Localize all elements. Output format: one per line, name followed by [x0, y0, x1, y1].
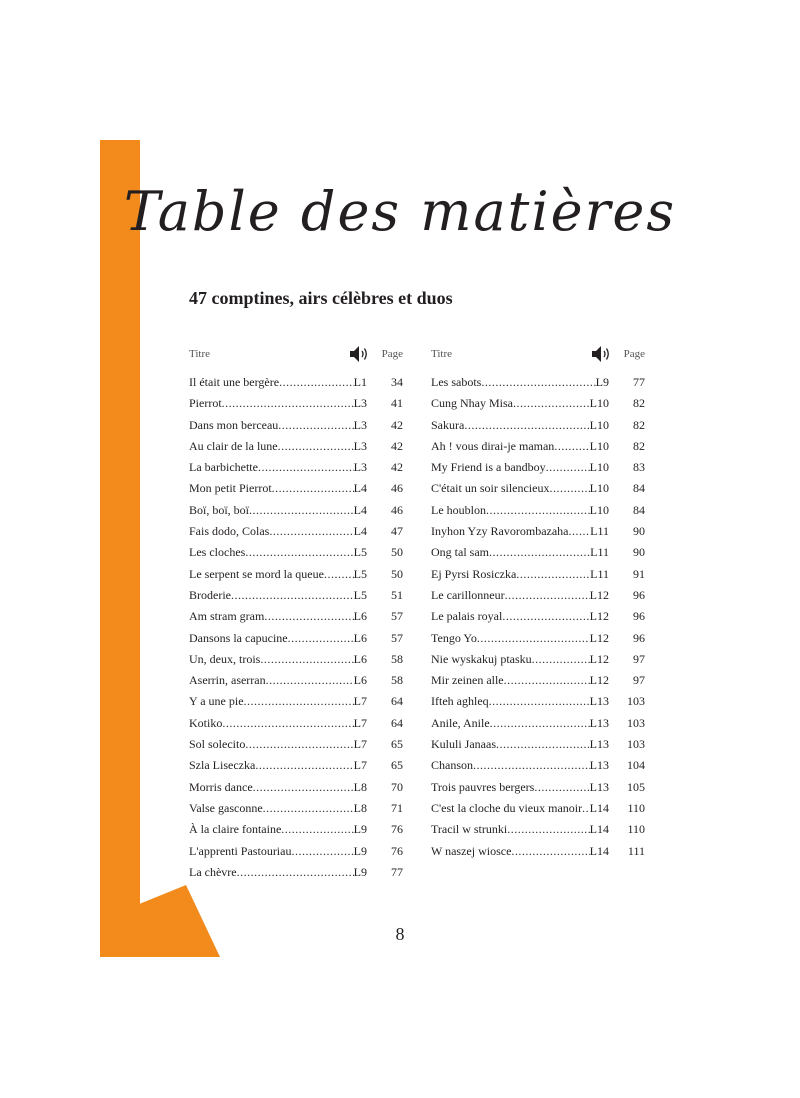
toc-entry-line — [189, 691, 367, 712]
toc-entry-line — [431, 819, 609, 840]
toc-entry — [189, 734, 403, 755]
toc-entry-title: Ah ! vous dirai-je maman — [431, 438, 555, 453]
toc-entry-title: Ifteh aghleq — [431, 694, 489, 709]
toc-entry — [189, 542, 403, 563]
toc-entry-title: Pierrot — [189, 396, 222, 411]
toc-entry-track: L4 — [353, 502, 367, 517]
toc-entry — [431, 798, 645, 819]
toc-entry-line — [431, 670, 609, 691]
toc-entry-line — [189, 393, 367, 414]
toc-entry-page: 58 — [391, 673, 403, 688]
toc-entry-title: Y a une pie — [189, 694, 244, 709]
toc-entry-line — [189, 606, 367, 627]
dot-leader — [263, 798, 354, 819]
toc-entry-title: Cung Nhay Misa — [431, 396, 513, 411]
dot-leader — [486, 500, 590, 521]
toc-entry-track: L5 — [353, 545, 367, 560]
dot-leader — [279, 372, 354, 393]
toc-entry-line — [189, 819, 367, 840]
toc-entry-title: My Friend is a bandboy — [431, 460, 546, 475]
toc-entry-track: L7 — [353, 758, 367, 773]
toc-entry-title: Am stram gram — [189, 609, 265, 624]
toc-entry-track: L12 — [589, 609, 609, 624]
toc-entry — [431, 521, 645, 542]
toc-entry-track: L10 — [589, 417, 609, 432]
toc-entry — [189, 670, 403, 691]
toc-entry-title: Anile, Anile — [431, 715, 490, 730]
toc-entry-title: Valse gasconne — [189, 800, 263, 815]
dot-leader — [516, 564, 590, 585]
toc-entry-track: L5 — [353, 566, 367, 581]
toc-entry — [189, 415, 403, 436]
toc-entry-line — [431, 691, 609, 712]
toc-entry — [431, 585, 645, 606]
dot-leader — [490, 713, 590, 734]
dot-leader — [244, 691, 354, 712]
toc-entry-title: Nie wyskakuj ptasku — [431, 651, 532, 666]
toc-column-right — [431, 346, 645, 862]
toc-entry-line — [189, 415, 367, 436]
dot-leader — [511, 841, 589, 862]
toc-entry — [189, 393, 403, 414]
toc-entry — [189, 628, 403, 649]
toc-entry-track: L12 — [589, 673, 609, 688]
toc-entry-title: Ej Pyrsi Rosiczka — [431, 566, 517, 581]
toc-entry — [189, 862, 403, 883]
toc-entry-page: 76 — [391, 822, 403, 837]
dot-leader — [507, 819, 589, 840]
header-page-label: Page — [381, 348, 403, 360]
toc-entry-track: L1 — [353, 375, 367, 389]
toc-entry-page: 77 — [633, 375, 645, 389]
toc-entry-title: Inyhon Yzy Ravorombazaha — [431, 524, 569, 539]
toc-entry-line — [189, 457, 367, 478]
dot-leader — [554, 436, 589, 457]
dot-leader — [489, 542, 590, 563]
dot-leader — [546, 457, 590, 478]
dot-leader — [264, 606, 353, 627]
toc-entry-title: Mir zeinen alle — [431, 673, 504, 688]
toc-entry-page: 105 — [627, 779, 645, 794]
toc-entry-title: Tengo Yo — [431, 630, 477, 645]
toc-entry-page: 46 — [391, 481, 403, 496]
toc-entry — [431, 478, 645, 499]
dot-leader — [237, 862, 354, 883]
toc-entry-page: 90 — [633, 524, 645, 539]
toc-entry-line — [431, 734, 609, 755]
toc-entry-page: 46 — [391, 502, 403, 517]
header-title-label: Titre — [431, 348, 452, 360]
toc-entry-page: 96 — [633, 630, 645, 645]
toc-entry-track: L8 — [353, 779, 367, 794]
toc-entry-title: Szla Liseczka — [189, 758, 256, 773]
toc-entry-line — [431, 393, 609, 414]
toc-entry-page: 96 — [633, 609, 645, 624]
toc-entry-track: L14 — [589, 843, 609, 858]
toc-entry-track: L10 — [589, 481, 609, 496]
toc-entry-title: Trois pauvres bergers — [431, 779, 535, 794]
toc-entry-title: Kululi Janaas — [431, 737, 496, 752]
toc-entry-page: 65 — [391, 737, 403, 752]
toc-entry-page: 84 — [633, 481, 645, 496]
toc-entry-track: L9 — [353, 843, 367, 858]
page-number: 8 — [395, 924, 405, 944]
toc-entry — [189, 521, 403, 542]
dot-leader — [505, 585, 590, 606]
toc-entry-page: 58 — [391, 651, 403, 666]
toc-entry-title: Le houblon — [431, 502, 486, 517]
toc-entry-page: 41 — [391, 396, 403, 411]
toc-entry-track: L7 — [353, 694, 367, 709]
toc-entry-track: L4 — [353, 481, 367, 496]
toc-entry-line — [189, 755, 367, 776]
toc-entry-track: L10 — [589, 396, 609, 411]
toc-entry-title: Les sabots — [431, 375, 482, 389]
dot-leader — [481, 372, 595, 393]
toc-entry-page: 42 — [391, 438, 403, 453]
dot-leader — [281, 819, 353, 840]
dot-leader — [464, 415, 589, 436]
toc-entry-line — [189, 521, 367, 542]
toc-entry-track: L13 — [589, 694, 609, 709]
toc-entry-track: L12 — [589, 630, 609, 645]
dot-leader — [496, 734, 590, 755]
toc-entry-track: L6 — [353, 651, 367, 666]
dot-leader — [473, 755, 590, 776]
section-subtitle: 47 comptines, airs célèbres et duos — [189, 288, 453, 308]
toc-entry-line — [189, 500, 367, 521]
toc-entry — [189, 819, 403, 840]
toc-entry-track: L9 — [353, 864, 367, 879]
toc-entry-track: L12 — [589, 587, 609, 602]
toc-entry-line — [189, 478, 367, 499]
toc-entry — [431, 564, 645, 585]
dot-leader — [582, 798, 590, 819]
toc-entry-page: 82 — [633, 396, 645, 411]
toc-entry-track: L7 — [353, 715, 367, 730]
toc-entry — [431, 691, 645, 712]
dot-leader — [249, 500, 354, 521]
dot-leader — [245, 734, 353, 755]
toc-entry-page: 110 — [627, 822, 645, 837]
toc-entry-track: L5 — [353, 587, 367, 602]
toc-entry-line — [189, 862, 367, 883]
dot-leader — [266, 670, 354, 691]
toc-entry-page: 76 — [391, 843, 403, 858]
toc-entry-page: 57 — [391, 609, 403, 624]
dot-leader — [504, 670, 590, 691]
header-title-label: Titre — [189, 348, 210, 360]
toc-entry-line — [431, 798, 609, 819]
toc-entry — [189, 691, 403, 712]
toc-entry-page: 47 — [391, 524, 403, 539]
toc-entry-title: Un, deux, trois — [189, 651, 261, 666]
toc-entry-title: C'était un soir silencieux — [431, 481, 550, 496]
toc-entry-page: 42 — [391, 460, 403, 475]
dot-leader — [477, 628, 590, 649]
toc-entry-track: L11 — [590, 524, 609, 539]
toc-entry — [189, 606, 403, 627]
toc-entry — [431, 734, 645, 755]
toc-entry-line — [189, 670, 367, 691]
dot-leader — [532, 649, 590, 670]
toc-entry-title: Fais dodo, Colas — [189, 524, 270, 539]
toc-entry-page: 71 — [391, 800, 403, 815]
toc-entry-line — [189, 542, 367, 563]
toc-entry-page: 110 — [627, 800, 645, 815]
toc-entry-track: L13 — [589, 715, 609, 730]
toc-entry-page: 103 — [627, 694, 645, 709]
dot-leader — [549, 478, 589, 499]
toc-column-left — [189, 346, 403, 883]
toc-entry-track: L7 — [353, 737, 367, 752]
toc-entry-title: Broderie — [189, 587, 231, 602]
toc-entry-page: 77 — [391, 864, 403, 879]
toc-entry-title: La chèvre — [189, 864, 237, 879]
dot-leader — [569, 521, 591, 542]
toc-entry — [431, 393, 645, 414]
dot-leader — [231, 585, 354, 606]
toc-entry — [431, 372, 645, 393]
header-page-label: Page — [623, 348, 645, 360]
toc-entry-page: 70 — [391, 779, 403, 794]
toc-entry-page: 111 — [627, 843, 645, 858]
toc-entry-track: L13 — [589, 779, 609, 794]
speaker-icon — [349, 345, 371, 363]
toc-entry-title: Chanson — [431, 758, 473, 773]
toc-entry-line — [431, 628, 609, 649]
toc-entry — [189, 649, 403, 670]
toc-entry — [189, 372, 403, 393]
toc-entry — [431, 500, 645, 521]
toc-entry-line — [189, 734, 367, 755]
dot-leader — [513, 393, 590, 414]
toc-entry-line — [431, 457, 609, 478]
toc-entry-track: L10 — [589, 502, 609, 517]
toc-entry-page: 82 — [633, 417, 645, 432]
toc-entry-page: 82 — [633, 438, 645, 453]
toc-entry-title: Kotiko — [189, 715, 223, 730]
dot-leader — [534, 777, 589, 798]
toc-entry — [431, 457, 645, 478]
toc-entry-track: L3 — [353, 417, 367, 432]
toc-entry-page: 57 — [391, 630, 403, 645]
toc-entry — [189, 841, 403, 862]
orange-margin-bar — [100, 140, 140, 957]
dot-leader — [222, 393, 354, 414]
toc-entry — [431, 713, 645, 734]
toc-entry-page: 50 — [391, 566, 403, 581]
dot-leader — [222, 713, 353, 734]
toc-entry-track: L3 — [353, 460, 367, 475]
dot-leader — [255, 755, 353, 776]
toc-entry-line — [189, 372, 367, 393]
toc-entry-line — [189, 628, 367, 649]
toc-entry-line — [431, 415, 609, 436]
dot-leader — [291, 841, 353, 862]
toc-entry-track: L14 — [589, 822, 609, 837]
toc-entry-line — [431, 606, 609, 627]
toc-entry-title: Tracil w strunki — [431, 822, 508, 837]
toc-entry-title: À la claire fontaine — [189, 822, 282, 837]
toc-entry — [431, 755, 645, 776]
toc-entry — [189, 457, 403, 478]
toc-entry-title: W naszej wiosce — [431, 843, 512, 858]
toc-entry — [189, 755, 403, 776]
toc-entry — [431, 670, 645, 691]
toc-entry-page: 51 — [391, 587, 403, 602]
toc-entry-page: 104 — [627, 758, 645, 773]
toc-entry-line — [431, 372, 609, 393]
toc-entry-page: 64 — [391, 715, 403, 730]
toc-entry-page: 97 — [633, 673, 645, 688]
toc-entry-title: Dansons la capucine — [189, 630, 288, 645]
dot-leader — [278, 415, 353, 436]
toc-entry-page: 83 — [633, 460, 645, 475]
toc-entry-title: Le palais royal — [431, 609, 503, 624]
toc-entry — [189, 713, 403, 734]
toc-entry-line — [431, 755, 609, 776]
toc-entry-title: Dans mon berceau — [189, 417, 279, 432]
toc-entry-track: L6 — [353, 609, 367, 624]
toc-entry-line — [431, 777, 609, 798]
toc-entry-track: L3 — [353, 396, 367, 411]
toc-entry-track: L12 — [589, 651, 609, 666]
toc-entry-line — [189, 585, 367, 606]
toc-entry-line — [431, 500, 609, 521]
dot-leader — [502, 606, 589, 627]
toc-entry — [189, 585, 403, 606]
toc-entry-track: L13 — [589, 758, 609, 773]
dot-leader — [278, 436, 354, 457]
toc-entry — [431, 415, 645, 436]
toc-entry — [431, 819, 645, 840]
toc-entry-line — [431, 564, 609, 585]
toc-entry-line — [431, 542, 609, 563]
toc-entry-track: L3 — [353, 438, 367, 453]
toc-entry-title: La barbichette — [189, 460, 258, 475]
toc-entry-title: Les cloches — [189, 545, 246, 560]
toc-entry — [431, 649, 645, 670]
dot-leader — [258, 457, 354, 478]
toc-entry-track: L10 — [589, 460, 609, 475]
toc-entry-page: 96 — [633, 587, 645, 602]
toc-entry-track: L14 — [589, 800, 609, 815]
toc-entry-title: L'apprenti Pastouriau — [189, 843, 292, 858]
toc-entry-track: L6 — [353, 673, 367, 688]
toc-entry-title: Ong tal sam — [431, 545, 489, 560]
column-header — [431, 346, 645, 362]
toc-entry-page: 64 — [391, 694, 403, 709]
toc-entry — [431, 777, 645, 798]
toc-entry-page: 50 — [391, 545, 403, 560]
toc-entry-page: 65 — [391, 758, 403, 773]
toc-entry-track: L4 — [353, 524, 367, 539]
toc-entry-line — [431, 521, 609, 542]
dot-leader — [269, 521, 353, 542]
toc-entry-title: C'est la cloche du vieux manoir — [431, 800, 583, 815]
toc-entry-title: Aserrin, aserran — [189, 673, 266, 688]
toc-entry — [431, 606, 645, 627]
toc-entry-title: Mon petit Pierrot — [189, 481, 272, 496]
toc-entry-page: 103 — [627, 715, 645, 730]
toc-entry-track: L11 — [590, 566, 609, 581]
dot-leader — [253, 777, 354, 798]
toc-entry-page: 97 — [633, 651, 645, 666]
toc-entry-title: Sol solecito — [189, 737, 246, 752]
toc-entry-page: 91 — [633, 566, 645, 581]
toc-entry — [189, 478, 403, 499]
page-title: Table des matières — [123, 180, 677, 243]
toc-entry — [431, 436, 645, 457]
toc-entry-track: L6 — [353, 630, 367, 645]
column-header — [189, 346, 403, 362]
toc-entry — [431, 841, 645, 862]
toc-entry-line — [431, 436, 609, 457]
toc-entry-title: Boï, boï, boï — [189, 502, 250, 517]
toc-entry-line — [189, 798, 367, 819]
toc-entry-page: 84 — [633, 502, 645, 517]
toc-entry-track: L9 — [595, 375, 609, 389]
toc-entry-title: Au clair de la lune — [189, 438, 278, 453]
toc-entry-track: L9 — [353, 822, 367, 837]
toc-entry — [189, 436, 403, 457]
dot-leader — [260, 649, 353, 670]
toc-entry-line — [431, 649, 609, 670]
toc-entry-line — [431, 713, 609, 734]
toc-entry-track: L10 — [589, 438, 609, 453]
toc-entry — [431, 628, 645, 649]
toc-entry-line — [431, 478, 609, 499]
toc-entry-track: L13 — [589, 737, 609, 752]
toc-entry-line — [431, 585, 609, 606]
dot-leader — [245, 542, 353, 563]
toc-entry-line — [189, 564, 367, 585]
toc-entry-line — [189, 777, 367, 798]
toc-entry — [431, 542, 645, 563]
toc-entry-title: Le carillonneur — [431, 587, 505, 602]
toc-entry-title: Sakura — [431, 417, 465, 432]
toc-entry — [189, 798, 403, 819]
toc-entry — [189, 777, 403, 798]
toc-entry-page: 42 — [391, 417, 403, 432]
toc-entry-track: L8 — [353, 800, 367, 815]
dot-leader — [272, 478, 354, 499]
toc-entry-line — [431, 841, 609, 862]
toc-entry-track: L11 — [590, 545, 609, 560]
toc-entry — [189, 564, 403, 585]
toc-entry-title: Le serpent se mord la queue — [189, 566, 324, 581]
toc-entry-page: 90 — [633, 545, 645, 560]
dot-leader — [288, 628, 354, 649]
toc-entry-line — [189, 436, 367, 457]
dot-leader — [489, 691, 590, 712]
speaker-icon — [591, 345, 613, 363]
toc-entry-line — [189, 841, 367, 862]
toc-entry-page: 103 — [627, 737, 645, 752]
toc-entry — [189, 500, 403, 521]
toc-entry-line — [189, 713, 367, 734]
toc-entry-title: Il était une bergère — [189, 375, 280, 389]
toc-entry-page: 34 — [391, 375, 403, 389]
toc-entry-title: Morris dance — [189, 779, 253, 794]
dot-leader — [324, 564, 354, 585]
toc-entry-line — [189, 649, 367, 670]
